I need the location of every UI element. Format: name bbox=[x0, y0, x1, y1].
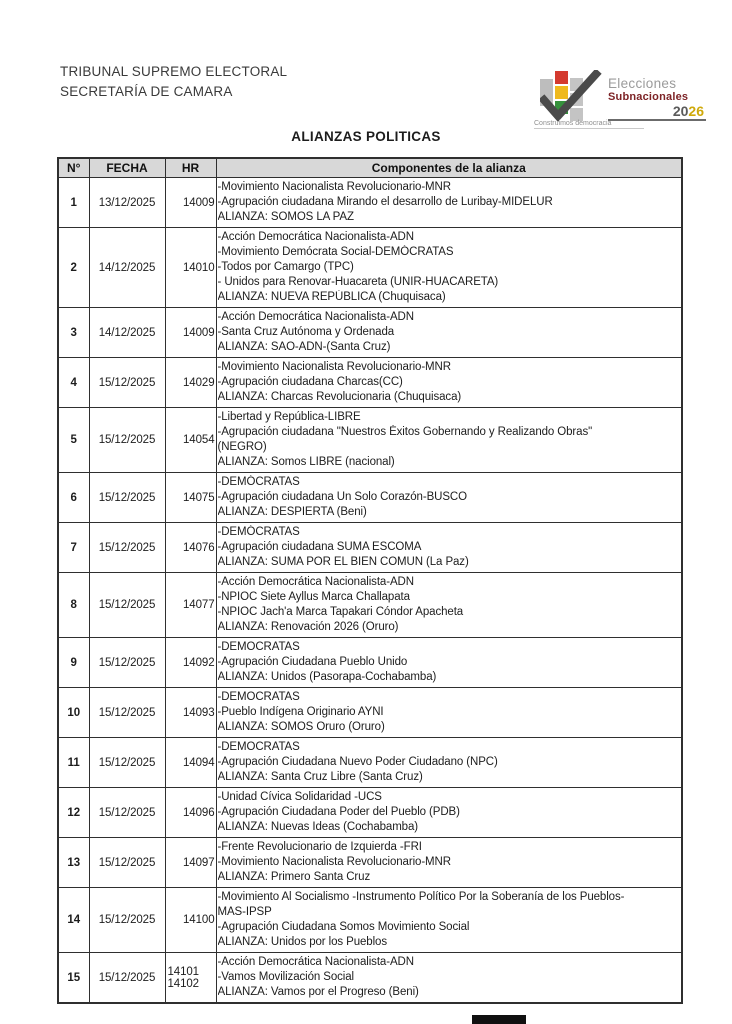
cell-numero: 15 bbox=[58, 953, 89, 1004]
table-row bbox=[58, 738, 682, 788]
cell-componentes bbox=[216, 788, 682, 838]
cell-componentes bbox=[216, 573, 682, 638]
cell-hr bbox=[165, 738, 216, 788]
cell-fecha: 13/12/2025 bbox=[89, 178, 165, 228]
col-header-componentes: Componentes de la alianza bbox=[216, 158, 682, 178]
cell-hr bbox=[165, 688, 216, 738]
cell-numero: 2 bbox=[58, 228, 89, 308]
cell-componentes bbox=[216, 888, 682, 953]
ballot-checkmark-icon bbox=[540, 70, 604, 126]
logo-year: 2026 bbox=[608, 103, 706, 121]
table-row bbox=[58, 358, 682, 408]
table-row bbox=[58, 573, 682, 638]
cell-numero: 6 bbox=[58, 473, 89, 523]
cell-componentes bbox=[216, 953, 682, 1004]
cell-fecha: 15/12/2025 bbox=[89, 838, 165, 888]
hr-value: 14096 bbox=[183, 806, 215, 819]
component-line: -Agrupación Ciudadana Somos Movimiento Social bbox=[217, 921, 470, 933]
hr-value: 14054 bbox=[183, 434, 215, 446]
cell-componentes bbox=[216, 178, 682, 228]
component-line: -DEMOCRATAS bbox=[217, 741, 300, 753]
cell-hr bbox=[165, 178, 216, 228]
component-line: ALIANZA: SOMOS Oruro (Oruro) bbox=[217, 721, 385, 733]
cell-fecha: 15/12/2025 bbox=[89, 788, 165, 838]
org-line1: TRIBUNAL SUPREMO ELECTORAL bbox=[60, 64, 288, 79]
cell-componentes bbox=[216, 688, 682, 738]
cell-fecha: 15/12/2025 bbox=[89, 408, 165, 473]
table-row bbox=[58, 308, 682, 358]
component-line: -Acción Democrática Nacionalista-ADN bbox=[217, 576, 414, 588]
hr-value: 14075 bbox=[183, 491, 215, 504]
component-line: MAS-IPSP bbox=[217, 906, 272, 918]
component-line: -Agrupación Ciudadana Poder del Pueblo (PDB) bbox=[217, 806, 460, 818]
hr-value: 14029 bbox=[183, 376, 215, 389]
cell-numero: 3 bbox=[58, 308, 89, 358]
cell-componentes bbox=[216, 473, 682, 523]
cell-numero: 7 bbox=[58, 523, 89, 573]
cell-hr bbox=[165, 358, 216, 408]
hr-value: 14092 bbox=[183, 656, 215, 669]
cell-numero: 11 bbox=[58, 738, 89, 788]
cell-numero: 13 bbox=[58, 838, 89, 888]
table-row bbox=[58, 638, 682, 688]
component-line: - Unidos para Renovar-Huacareta (UNIR-HUACARETA) bbox=[217, 276, 499, 288]
component-line: -Movimiento Nacionalista Revolucionario-MNR bbox=[217, 181, 451, 193]
table-row bbox=[58, 953, 682, 1004]
cell-numero: 1 bbox=[58, 178, 89, 228]
logo-line1: Elecciones bbox=[608, 76, 677, 91]
cell-fecha: 15/12/2025 bbox=[89, 573, 165, 638]
cell-hr bbox=[165, 953, 216, 1004]
component-line: -DEMOCRATAS bbox=[217, 641, 300, 653]
table-row bbox=[58, 838, 682, 888]
cell-hr bbox=[165, 788, 216, 838]
hr-value: 14010 bbox=[183, 261, 215, 274]
cell-fecha: 15/12/2025 bbox=[89, 953, 165, 1004]
cell-numero: 4 bbox=[58, 358, 89, 408]
component-line: ALIANZA: DESPIERTA (Beni) bbox=[217, 506, 367, 518]
cell-numero: 9 bbox=[58, 638, 89, 688]
cell-componentes bbox=[216, 408, 682, 473]
hr-value: 14009 bbox=[183, 196, 215, 209]
component-line: -Agrupación Ciudadana Nuevo Poder Ciudadano (NPC) bbox=[217, 756, 498, 768]
component-line: -Agrupación ciudadana Charcas(CC) bbox=[217, 376, 403, 388]
logo-tagline: Construimos democracia bbox=[534, 120, 644, 129]
component-line: -Vamos Movilización Social bbox=[217, 971, 355, 983]
component-line: ALIANZA: SOMOS LA PAZ bbox=[217, 211, 354, 223]
component-line: -DEMÓCRATAS bbox=[217, 476, 300, 488]
cell-hr bbox=[165, 838, 216, 888]
component-line: ALIANZA: NUEVA REPÚBLICA (Chuquisaca) bbox=[217, 291, 446, 303]
component-line: ALIANZA: Primero Santa Cruz bbox=[217, 871, 371, 883]
component-line: -Movimiento Nacionalista Revolucionario-MNR bbox=[217, 856, 451, 868]
table-row bbox=[58, 408, 682, 473]
component-line: ALIANZA: SAO-ADN-(Santa Cruz) bbox=[217, 341, 391, 353]
component-line: ALIANZA: Unidos (Pasorapa-Cochabamba) bbox=[217, 671, 437, 683]
cell-fecha: 15/12/2025 bbox=[89, 738, 165, 788]
table-row bbox=[58, 688, 682, 738]
cell-numero: 5 bbox=[58, 408, 89, 473]
cell-hr bbox=[165, 308, 216, 358]
component-line: -Pueblo Indígena Originario AYNI bbox=[217, 706, 384, 718]
cell-fecha: 14/12/2025 bbox=[89, 228, 165, 308]
cell-numero: 10 bbox=[58, 688, 89, 738]
component-line: -Movimiento Nacionalista Revolucionario-MNR bbox=[217, 361, 451, 373]
cell-fecha: 15/12/2025 bbox=[89, 888, 165, 953]
component-line: -Movimiento Al Socialismo -Instrumento Político Por la Soberanía de los Pueblos- bbox=[217, 891, 625, 903]
component-line: ALIANZA: Nuevas Ideas (Cochabamba) bbox=[217, 821, 419, 833]
table-row bbox=[58, 788, 682, 838]
component-line: -NPIOC Siete Ayllus Marca Challapata bbox=[217, 591, 410, 603]
component-line: -Agrupación ciudadana Un Solo Corazón-BUSCO bbox=[217, 491, 467, 503]
component-line: -Unidad Cívica Solidaridad -UCS bbox=[217, 791, 382, 803]
component-line: -Frente Revolucionario de Izquierda -FRI bbox=[217, 841, 422, 853]
cell-componentes bbox=[216, 738, 682, 788]
cell-componentes bbox=[216, 638, 682, 688]
component-line: -Agrupación ciudadana SUMA ESCOMA bbox=[217, 541, 422, 553]
cell-numero: 14 bbox=[58, 888, 89, 953]
component-line: -Movimiento Demócrata Social-DEMÓCRATAS bbox=[217, 246, 454, 258]
component-line: -Acción Democrática Nacionalista-ADN bbox=[217, 311, 414, 323]
org-line2: SECRETARÍA DE CAMARA bbox=[60, 84, 233, 99]
bottom-black-box bbox=[472, 1015, 526, 1024]
component-line: ALIANZA: Santa Cruz Libre (Santa Cruz) bbox=[217, 771, 423, 783]
hr-value: 14093 bbox=[183, 706, 215, 719]
cell-fecha: 15/12/2025 bbox=[89, 358, 165, 408]
hr-value: 14076 bbox=[183, 541, 215, 554]
col-header-hr: HR bbox=[165, 158, 216, 178]
component-line: -Santa Cruz Autónoma y Ordenada bbox=[217, 326, 395, 338]
hr-value: 14009 bbox=[183, 326, 215, 339]
component-line: -Acción Democrática Nacionalista-ADN bbox=[217, 956, 414, 968]
cell-componentes bbox=[216, 358, 682, 408]
cell-fecha: 15/12/2025 bbox=[89, 638, 165, 688]
component-line: -DEMOCRATAS bbox=[217, 691, 300, 703]
hr-value: 14102 bbox=[167, 977, 199, 990]
cell-numero: 8 bbox=[58, 573, 89, 638]
cell-hr bbox=[165, 573, 216, 638]
alianzas-table bbox=[57, 157, 683, 1004]
col-header-numero: N° bbox=[58, 158, 89, 178]
cell-fecha: 15/12/2025 bbox=[89, 688, 165, 738]
cell-fecha: 15/12/2025 bbox=[89, 473, 165, 523]
component-line: ALIANZA: Charcas Revolucionaria (Chuquisaca) bbox=[217, 391, 462, 403]
table-row bbox=[58, 178, 682, 228]
col-header-fecha: FECHA bbox=[89, 158, 165, 178]
table-header-row bbox=[58, 158, 682, 178]
hr-value: 14094 bbox=[183, 756, 215, 769]
component-line: -Todos por Camargo (TPC) bbox=[217, 261, 354, 273]
table-row bbox=[58, 888, 682, 953]
hr-value: 14077 bbox=[183, 599, 215, 611]
logo-text bbox=[608, 76, 706, 121]
table-row bbox=[58, 523, 682, 573]
cell-hr bbox=[165, 408, 216, 473]
elecciones-subnacionales-logo bbox=[534, 70, 708, 134]
component-line: ALIANZA: Renovación 2026 (Oruro) bbox=[217, 621, 399, 633]
table-row bbox=[58, 473, 682, 523]
cell-numero: 12 bbox=[58, 788, 89, 838]
cell-hr bbox=[165, 888, 216, 953]
component-line: -Agrupación ciudadana Mirando el desarrollo de Luribay-MIDELUR bbox=[217, 196, 553, 208]
cell-componentes bbox=[216, 838, 682, 888]
hr-value: 14097 bbox=[183, 856, 215, 869]
component-line: ALIANZA: Somos LIBRE (nacional) bbox=[217, 456, 395, 468]
table-row bbox=[58, 228, 682, 308]
page-title: ALIANZAS POLITICAS bbox=[291, 129, 441, 144]
cell-componentes bbox=[216, 308, 682, 358]
cell-hr bbox=[165, 228, 216, 308]
hr-value: 14100 bbox=[183, 914, 215, 926]
checkmark-icon bbox=[540, 70, 604, 126]
org-header bbox=[60, 62, 287, 102]
cell-componentes bbox=[216, 228, 682, 308]
cell-hr bbox=[165, 473, 216, 523]
component-line: ALIANZA: Unidos por los Pueblos bbox=[217, 936, 387, 948]
component-line: -Libertad y República-LIBRE bbox=[217, 411, 361, 423]
logo-line2: Subnacionales bbox=[608, 91, 689, 103]
cell-hr bbox=[165, 638, 216, 688]
cell-fecha: 14/12/2025 bbox=[89, 308, 165, 358]
component-line: -Agrupación ciudadana "Nuestros Éxitos Gobernando y Realizando Obras" bbox=[217, 426, 593, 438]
cell-hr bbox=[165, 523, 216, 573]
component-line: ALIANZA: Vamos por el Progreso (Beni) bbox=[217, 986, 419, 998]
component-line: -Acción Democrática Nacionalista-ADN bbox=[217, 231, 414, 243]
component-line: ALIANZA: SUMA POR EL BIEN COMUN (La Paz) bbox=[217, 556, 469, 568]
hr-value: 14101 bbox=[167, 965, 199, 978]
component-line: (NEGRO) bbox=[217, 441, 267, 453]
component-line: -DEMÓCRATAS bbox=[217, 526, 300, 538]
cell-fecha: 15/12/2025 bbox=[89, 523, 165, 573]
component-line: -NPIOC Jach'a Marca Tapakari Cóndor Apacheta bbox=[217, 606, 464, 618]
cell-componentes bbox=[216, 523, 682, 573]
component-line: -Agrupación Ciudadana Pueblo Unido bbox=[217, 656, 408, 668]
